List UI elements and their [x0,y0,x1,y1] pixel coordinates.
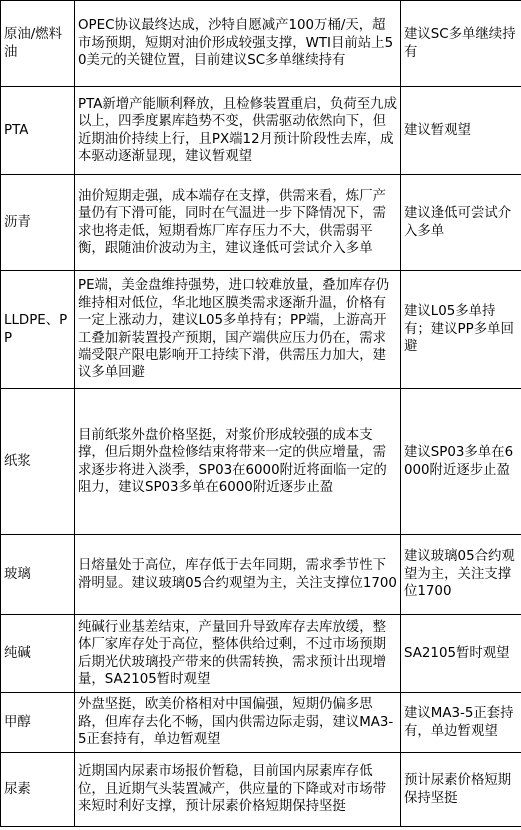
market-analysis: PE端，美金盘维持强势，进口较难放量，叠加库存仍维持相对低位，华北地区膜类需求逐渐升温，价格有一定上涨动力，建议L05多单持有；PP端，上游高开工叠加新装置投产预期，国产端供应压力仍在，需求端受限产限电影响开工持续下滑，供需压力加大，建议多单回避 [75,271,401,389]
table-row [1,87,521,175]
commodity-name: 玻璃 [1,535,75,615]
market-analysis: 纯碱行业基差结束，产量回升导致库存去库放缓，整体厂家库存处于高位，整体供给过剩，不过市场预期后期光伏玻璃投产带来的供需转换，需求预计出现增量，SA2105暂时观望 [75,615,401,693]
market-analysis: 外盘坚挺，欧美价格相对中国偏强，短期仍偏多思路，但库存去化不畅，国内供需边际走弱，建议MA3-5正套持有，单边暂观望 [75,693,401,753]
commodity-name: 原油/燃料油 [1,1,75,87]
market-analysis: 目前纸浆外盘价格坚挺，对浆价形成较强的成本支撑，但后期外盘检修结束将带来一定的供应增量，需求逐步将进入淡季，SP03在6000附近将面临一定的阻力，建议SP03多单在6000附近逐步止盈 [75,389,401,535]
market-analysis: 油价短期走强，成本端存在支撑，供需来看，炼厂产量仍有下滑可能，同时在气温进一步下降情况下，需求也将走低，短期看炼厂库存压力不大，供需弱平衡，跟随油价波动为主，建议逢低可尝试介入多单 [75,175,401,271]
trade-suggestion: 建议SC多单继续持有 [401,1,521,87]
table-row [1,175,521,271]
commodity-name: 尿素 [1,753,75,827]
market-analysis: 近期国内尿素市场报价暂稳，目前国内尿素库存低位，且近期气头装置减产，供应量的下降或对市场带来短时利好支撑，预计尿素价格短期保持坚挺 [75,753,401,827]
table-row [1,535,521,615]
trade-suggestion: 预计尿素价格短期保持坚挺 [401,753,521,827]
trade-suggestion: 建议SP03多单在6000附近逐步止盈 [401,389,521,535]
commodity-name: PTA [1,87,75,175]
trade-suggestion: 建议逢低可尝试介入多单 [401,175,521,271]
market-analysis: OPEC协议最终达成，沙特自愿减产100万桶/天，超市场预期，短期对油价形成较强支撑，WTI目前站上50美元的关键位置，目前建议SC多单继续持有 [75,1,401,87]
commodity-name: 甲醇 [1,693,75,753]
trade-suggestion: SA2105暂时观望 [401,615,521,693]
table-row [1,271,521,389]
table-row [1,389,521,535]
trade-suggestion: 建议MA3-5正套持有，单边暂观望 [401,693,521,753]
commodity-name: LLDPE、PP [1,271,75,389]
commodity-name: 纯碱 [1,615,75,693]
table-row [1,753,521,827]
commodity-name: 纸浆 [1,389,75,535]
table-row [1,615,521,693]
commodity-name: 沥青 [1,175,75,271]
trade-suggestion: 建议L05多单持有；建议PP多单回避 [401,271,521,389]
table-row [1,1,521,87]
trade-suggestion: 建议暂观望 [401,87,521,175]
market-analysis: PTA新增产能顺利释放，且检修装置重启，负荷至九成以上，四季度累库趋势不变，供需驱动依然向下，但近期油价持续上行，且PX端12月预计阶段性去库，成本驱动逐渐显现，建议暂观望 [75,87,401,175]
market-analysis: 日熔量处于高位，库存低于去年同期，需求季节性下滑明显。建议玻璃05合约观望为主，关注支撑位1700 [75,535,401,615]
table-row [1,693,521,753]
trade-suggestion: 建议玻璃05合约观望为主，关注支撑位1700 [401,535,521,615]
